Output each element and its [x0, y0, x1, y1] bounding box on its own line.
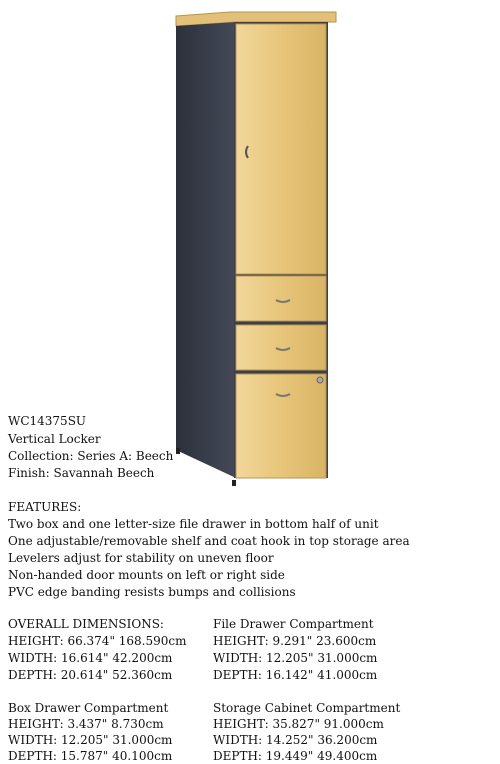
storage-cabinet-depth: DEPTH: 19.449" 49.400cm	[213, 749, 378, 763]
product-sku: WC14375SU	[8, 414, 87, 428]
overall-depth: DEPTH: 20.614" 52.360cm	[8, 668, 173, 682]
leveler-foot	[176, 448, 180, 454]
box-drawer-depth: DEPTH: 15.787" 40.100cm	[8, 749, 173, 763]
overall-dimensions-heading: OVERALL DIMENSIONS:	[8, 617, 164, 631]
overall-width: WIDTH: 16.614" 42.200cm	[8, 651, 173, 665]
feature-item: Non-handed door mounts on left or right side	[8, 568, 285, 582]
file-drawer-heading: File Drawer Compartment	[213, 617, 374, 631]
cabinet-door	[236, 24, 326, 274]
box-drawer-2	[236, 325, 326, 370]
feature-item: PVC edge banding resists bumps and collisions	[8, 585, 296, 599]
feature-item: One adjustable/removable shelf and coat hook in top storage area	[8, 534, 410, 548]
file-drawer-depth: DEPTH: 16.142" 41.000cm	[213, 668, 378, 682]
storage-cabinet-heading: Storage Cabinet Compartment	[213, 701, 401, 715]
feature-item: Levelers adjust for stability on uneven floor	[8, 551, 274, 565]
feature-item: Two box and one letter-size file drawer in bottom half of unit	[8, 517, 379, 531]
features-heading: FEATURES:	[8, 500, 82, 514]
file-drawer-height: HEIGHT: 9.291" 23.600cm	[213, 634, 377, 648]
lock-icon	[317, 377, 323, 383]
cabinet-side	[176, 22, 236, 478]
vertical-locker-image	[170, 10, 340, 490]
product-name: Vertical Locker	[8, 432, 101, 446]
file-drawer	[236, 374, 326, 478]
storage-cabinet-width: WIDTH: 14.252" 36.200cm	[213, 733, 378, 747]
product-collection: Collection: Series A: Beech	[8, 449, 174, 463]
product-finish: Finish: Savannah Beech	[8, 466, 155, 480]
storage-cabinet-height: HEIGHT: 35.827" 91.000cm	[213, 717, 384, 731]
box-drawer-width: WIDTH: 12.205" 31.000cm	[8, 733, 173, 747]
overall-height: HEIGHT: 66.374" 168.590cm	[8, 634, 187, 648]
leveler-foot	[232, 480, 236, 486]
box-drawer-heading: Box Drawer Compartment	[8, 701, 169, 715]
file-drawer-width: WIDTH: 12.205" 31.000cm	[213, 651, 378, 665]
box-drawer-height: HEIGHT: 3.437" 8.730cm	[8, 717, 164, 731]
box-drawer-1	[236, 276, 326, 321]
